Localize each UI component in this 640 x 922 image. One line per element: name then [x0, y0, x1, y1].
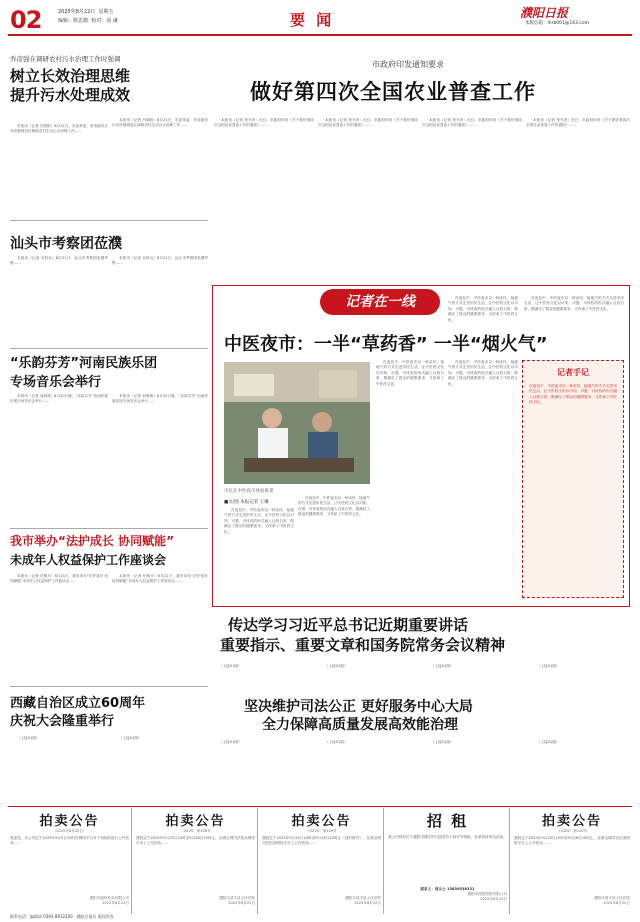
- reporter-note-title: 记者手记: [557, 368, 589, 377]
- ad-body: 受委托，本公司定于2025年9月5日10时在网络平台对下列标的进行公开拍卖……: [10, 836, 129, 846]
- top-left-body: 本报讯（记者 吕朝阳）8月21日，市委常委、常务副市长乔彦强到县区调研农村生活污水治理工作……: [10, 124, 108, 134]
- feature-photo-caption: 市民在中医夜市体验推拿: [224, 489, 274, 494]
- top-main-body-2: 本报讯（记者 张书彦）近日，市政府印发《关于做好第四次全国农业普查工作的通知》……: [318, 118, 418, 128]
- top-main-kicker: 市政府印发通知要求: [372, 60, 444, 69]
- section-title: 要 闻: [290, 11, 335, 29]
- tibet-title-2: 庆祝大会隆重举行: [10, 714, 115, 729]
- divider: [10, 528, 208, 529]
- feature-body-4: 在夜色中，中医夜市以一种亲民、接地气的方式走进市民生活，让中医药文化以可知、可感、可体验的形式融入百姓日常，既满足了群众的健康需求，又传承了中医药文化。: [448, 296, 518, 322]
- study-title-2: 重要指示、重要文章和国务院常务会议精神: [220, 636, 506, 654]
- ad-3: [386, 808, 510, 914]
- top-left-body-2: 本报讯（记者 吕朝阳）8月21日，市委常委、常务副市长乔彦强到县区调研农村生活污水治理工作……: [112, 118, 208, 128]
- divider: [10, 220, 208, 221]
- top-main-title: 做好第四次全国农业普查工作: [250, 80, 536, 104]
- logo: 濮阳日报: [520, 6, 569, 20]
- ad-sub: （2025年8月22日）: [52, 829, 87, 833]
- top-left-title-2: 提升污水处理成效: [10, 86, 131, 104]
- masthead-weekday: 星期五: [98, 9, 114, 15]
- ad-org: 濮阳市国资投资有限公司: [467, 892, 507, 896]
- ad-sub: （2025）第109号: [306, 829, 337, 833]
- reporter-note-box: [522, 360, 624, 598]
- reform-body-1: （上接01版）: [219, 740, 242, 744]
- shantou-body-2: 本报讯（记者 吴科兵）8月21日，汕头市考察团来濮考察……: [112, 256, 208, 266]
- yunfang-title-2: 专场音乐会举行: [10, 375, 102, 390]
- feature-body-1: 在夜色中，中医夜市以一种亲民、接地气的方式走进市民生活，让中医药文化以可知、可感、可体验的形式融入百姓日常，既满足了群众的健康需求，又传承了中医药文化。: [376, 360, 444, 386]
- top-left-title-1: 树立长效治理思维: [10, 67, 131, 85]
- ad-0: [8, 808, 132, 914]
- feature-photo: [224, 362, 370, 484]
- top-main-body-4: 本报讯（记者 张书彦）近日，市政府印发《关于做好第四次全国农业普查工作的通知》……: [526, 118, 630, 128]
- footer-note: 濮阳日报社 版权所有: [76, 914, 114, 919]
- ad-org: 濮阳市清丰县人民法院: [594, 896, 630, 900]
- ad-date: 2025年8月22日: [228, 901, 255, 905]
- legal-title-2: 未成年人权益保护工作座谈会: [10, 553, 167, 567]
- yunfang-title-1: “乐韵芬芳”河南民族乐团: [10, 356, 158, 371]
- feature-title: 中医夜市：一半“草药香” 一半“烟火气”: [224, 334, 548, 355]
- masthead-proof: 校对：汤 谦: [91, 18, 118, 24]
- yunfang-body: 本报讯（记者 刘海燕）8月20日晚，“乐韵芬芳”河南民族乐团专场音乐会举行……: [10, 394, 108, 404]
- ad-4: [512, 808, 632, 914]
- ad-contact: 联系人：周女士 13839536231: [420, 887, 475, 891]
- reform-body-4: （上接01版）: [537, 740, 560, 744]
- feature-body-2: 在夜色中，中医夜市以一种亲民、接地气的方式走进市民生活，让中医药文化以可知、可感、可体验的形式融入百姓日常，既满足了群众的健康需求，又传承了中医药文化。: [224, 508, 294, 534]
- ad-2: [260, 808, 384, 914]
- ad-date: 2025年8月22日: [603, 901, 630, 905]
- feature-body-5: 在夜色中，中医夜市以一种亲民、接地气的方式走进市民生活，让中医药文化以可知、可感、可体验的形式融入百姓日常，既满足了群众的健康需求，又传承了中医药文化。: [524, 296, 624, 311]
- masthead-rule: [8, 34, 632, 36]
- ad-body: 我院定于2025年9月25日10时至9月26日10时止（延时除外），在淘宝网司法拍卖网络平台上公开拍卖……: [262, 836, 381, 846]
- reform-body-2: （上接01版）: [325, 740, 348, 744]
- feature-banner: 记者在一线: [320, 289, 440, 315]
- masthead-date: 2025年8月22日: [58, 9, 96, 15]
- legal-body-2: 本报讯（记者 任雅平）8月21日，我市举办“法护成长 协同赋能”未成年人权益保护工作座谈会……: [112, 574, 208, 584]
- footer: [10, 914, 114, 920]
- page-number: 02: [10, 6, 42, 34]
- legal-body: 本报讯（记者 任雅平）8月21日，我市举办“法护成长 协同赋能”未成年人权益保护工作座谈会……: [10, 574, 108, 584]
- ads-rule: [8, 806, 632, 807]
- legal-title-1: 我市举办“法护成长 协同赋能”: [10, 534, 174, 548]
- tibet-body-2: （上接01版）: [119, 736, 142, 740]
- ad-body: 我院定于2025年9月25日10时至9月26日10时止，在淘宝网司法拍卖网络平台上公开拍卖……: [136, 836, 255, 846]
- shantou-title: 汕头市考察团莅濮: [10, 236, 122, 252]
- ad-title: 拍卖公告: [39, 814, 100, 829]
- shantou-body: 本报讯（记者 吴科兵）8月21日，汕头市考察团来濮考察……: [10, 256, 108, 266]
- study-body-4: （上接01版）: [537, 664, 560, 668]
- tibet-body: （上接01版）: [17, 736, 40, 740]
- feature-body-3: 在夜色中，中医夜市以一种亲民、接地气的方式走进市民生活，让中医药文化以可知、可感、可体验的形式融入百姓日常，既满足了群众的健康需求，又传承了中医药文化。: [298, 496, 370, 517]
- ad-title: 拍卖公告: [165, 814, 226, 829]
- tibet-title-1: 西藏自治区成立60周年: [10, 696, 146, 711]
- study-body-1: （上接01版）: [219, 664, 242, 668]
- yunfang-body-2: 本报讯（记者 刘海燕）8月20日晚，“乐韵芬芳”河南民族乐团专场音乐会举行……: [112, 394, 208, 404]
- divider: [10, 348, 208, 349]
- reporter-note-text: 在夜色中，中医夜市以一种亲民、接地气的方式走进市民生活，让中医药文化以可知、可感、可体验的形式融入百姓日常，既满足了群众的健康需求，又传承了中医药文化。: [529, 384, 617, 405]
- top-left-kicker: 乔彦强在调研农村污水治理工作时强调: [10, 55, 121, 63]
- reform-title-2: 全力保障高质量发展高效能治理: [262, 717, 458, 733]
- masthead-email: 本版信箱：lhrb001@163.com: [525, 21, 590, 26]
- footer-addr: 联系电话：编辑部 0393-8912100: [10, 914, 73, 919]
- ad-1: [134, 808, 258, 914]
- ad-title: 拍卖公告: [541, 814, 602, 829]
- feature-byline: ■文/图 本报记者 王琳: [224, 500, 269, 505]
- top-main-body-1: 本报讯（记者 张书彦）近日，市政府印发《关于做好第四次全国农业普查工作的通知》……: [214, 118, 314, 128]
- feature-body-6: 在夜色中，中医夜市以一种亲民、接地气的方式走进市民生活，让中医药文化以可知、可感、可体验的形式融入百姓日常，既满足了群众的健康需求，又传承了中医药文化。: [448, 360, 518, 386]
- study-body-3: （上接01版）: [431, 664, 454, 668]
- ad-org: 濮阳市清丰县人民法院: [219, 896, 255, 900]
- masthead-editor: 编辑：陈思微: [58, 18, 89, 24]
- ad-title: 拍卖公告: [291, 814, 352, 829]
- top-main-body-3: 本报讯（记者 张书彦）近日，市政府印发《关于做好第四次全国农业普查工作的通知》……: [422, 118, 522, 128]
- reform-title-1: 坚决维护司法公正 更好服务中心大局: [244, 699, 473, 715]
- ad-sub: （2025）第110号: [556, 829, 588, 833]
- ad-body: 我公司现有位于濮阳市城区的门面房若干间对外招租，有意者请来电洽谈。: [388, 835, 507, 839]
- ad-org: 濮阳市清丰县人民法院: [345, 896, 381, 900]
- reform-body-3: （上接01版）: [431, 740, 454, 744]
- ad-date: 2025年8月22日: [480, 897, 507, 901]
- ad-title: 招 租: [426, 812, 469, 830]
- ad-date: 2025年8月22日: [354, 901, 381, 905]
- masthead-meta: [58, 8, 178, 26]
- study-title-1: 传达学习习近平总书记近期重要讲话: [228, 616, 469, 634]
- divider: [10, 686, 208, 687]
- ad-body: 我院定于2025年9月25日10时至9月26日10时止，在淘宝网司法拍卖网络平台上公开拍卖……: [514, 836, 630, 846]
- ad-date: 2025年8月22日: [102, 901, 129, 905]
- ad-org: 濮阳市澶州拍卖有限公司: [89, 896, 129, 900]
- study-body-2: （上接01版）: [325, 664, 348, 668]
- ad-sub: （2025）第108号: [180, 829, 211, 833]
